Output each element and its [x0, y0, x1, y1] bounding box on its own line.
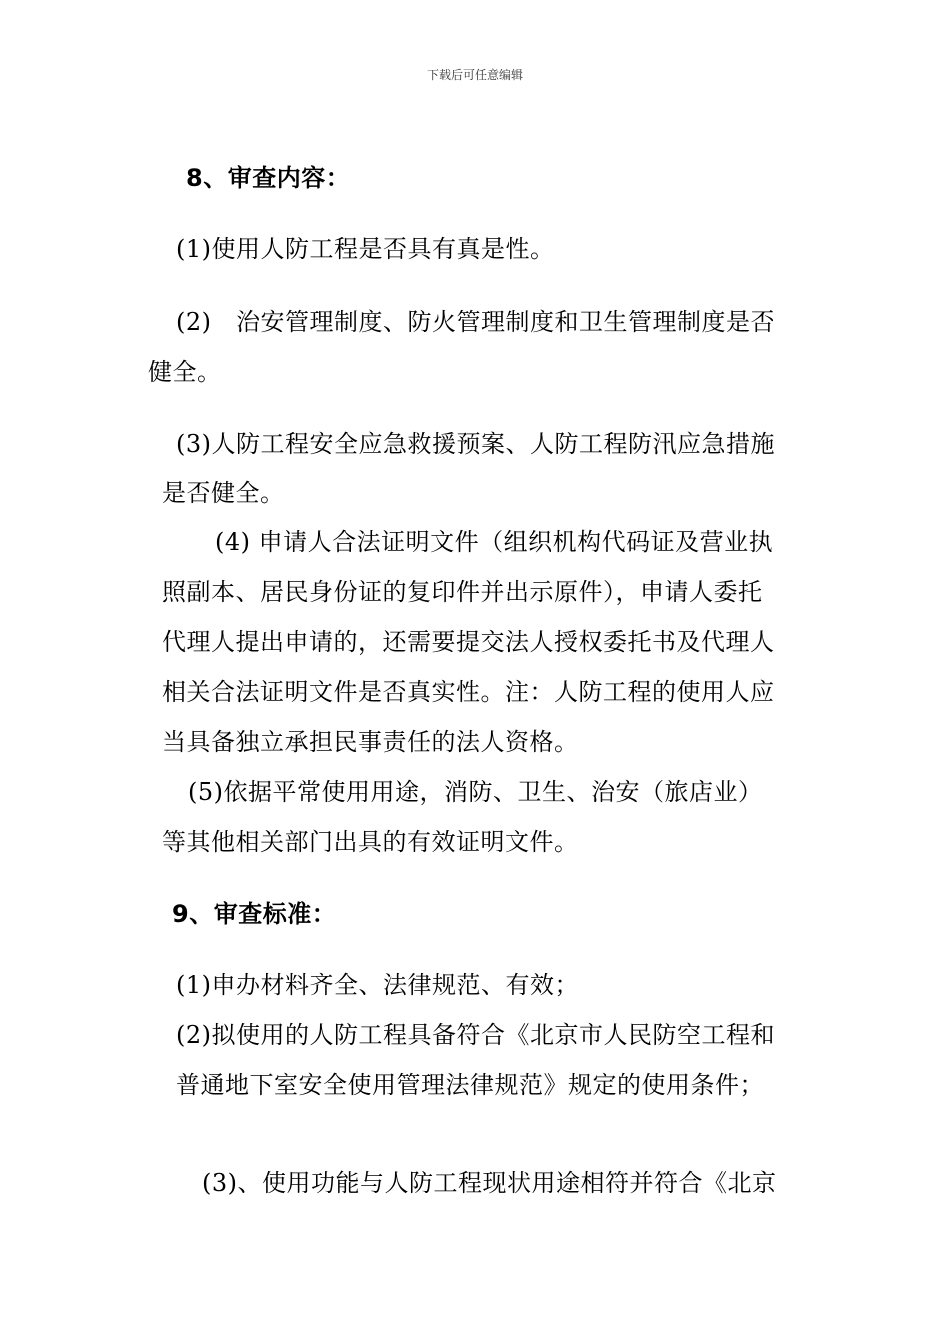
section-9-item-2-line-2: 普通地下室安全使用管理法律规范》规定的使用条件； [176, 1071, 764, 1099]
section-9-heading: 9、审查标准： [172, 900, 337, 928]
section-8-item-3-line-1: (3)人防工程安全应急救援预案、人防工程防汛应急措施 [176, 430, 775, 458]
section-8-item-4-line-3: 代理人提出申请的，还需要提交法人授权委托书及代理人 [162, 628, 775, 656]
section-8-item-2-line-1: (2) 治安管理制度、防火管理制度和卫生管理制度是否 [176, 308, 775, 336]
section-8-item-5-line-2: 等其他相关部门出具的有效证明文件。 [162, 828, 579, 856]
section-9-item-1: (1)申办材料齐全、法律规范、有效； [176, 971, 579, 999]
section-8-heading: 8、审查内容： [186, 164, 351, 192]
section-8-item-2-line-2: 健全。 [148, 358, 222, 386]
section-9-item-3-line-1: (3)、使用功能与人防工程现状用途相符并符合《北京 [202, 1169, 777, 1197]
page-header-note: 下载后可任意编辑 [426, 68, 523, 82]
section-8-item-4-line-5: 当具备独立承担民事责任的法人资格。 [162, 728, 579, 756]
section-9-item-2-line-1: (2)拟使用的人防工程具备符合《北京市人民防空工程和 [176, 1021, 775, 1049]
section-8-item-4-line-4: 相关合法证明文件是否真实性。注：人防工程的使用人应 [162, 678, 775, 706]
section-8-item-4-line-1: (4) 申请人合法证明文件（组织机构代码证及营业执 [215, 528, 774, 556]
section-8-item-1: (1)使用人防工程是否具有真是性。 [176, 235, 555, 263]
section-8-item-4-line-2: 照副本、居民身份证的复印件并出示原件），申请人委托 [162, 578, 763, 606]
section-8-item-5-line-1: (5)依据平常使用用途，消防、卫生、治安（旅店业） [188, 778, 763, 806]
section-8-item-3-line-2: 是否健全。 [162, 479, 285, 507]
